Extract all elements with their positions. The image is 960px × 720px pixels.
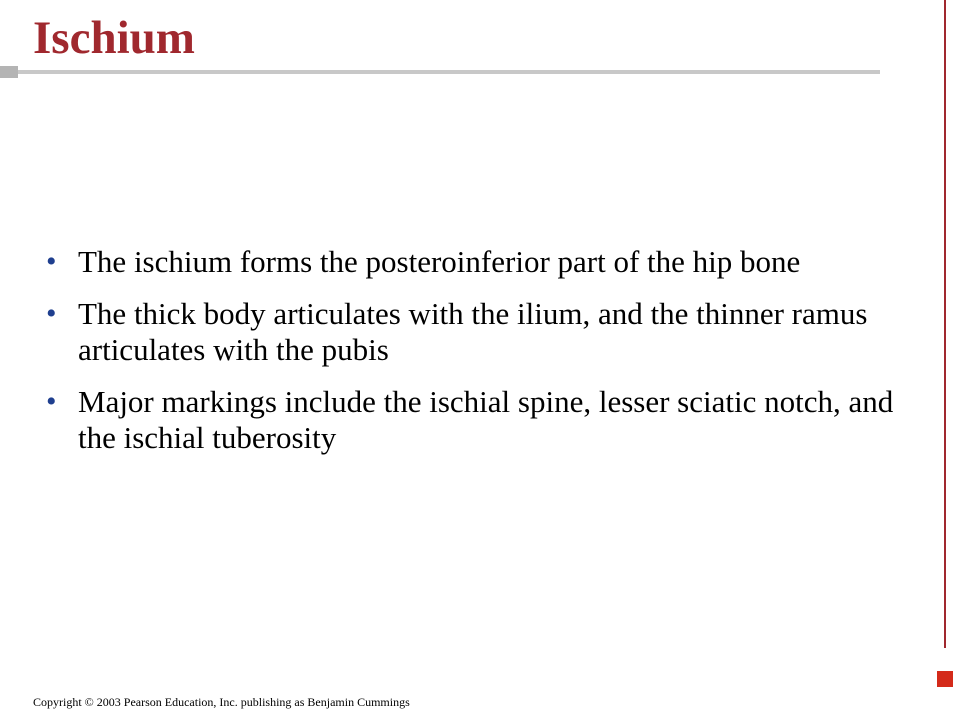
bullet-icon: • [46, 385, 57, 418]
bullet-item [0, 244, 920, 280]
bullet-icon: • [46, 245, 57, 278]
bullet-item [0, 296, 920, 368]
title-divider [18, 70, 880, 74]
bullet-icon: • [46, 297, 57, 330]
copyright-footer: Copyright © 2003 Pearson Education, Inc. publishing as Benjamin Cummings [33, 695, 410, 709]
bullet-text: Major markings include the ischial spine, lesser sciatic notch, and the ischial tuberosity [78, 384, 894, 455]
slide-title: Ischium [33, 12, 195, 64]
bullet-list [0, 244, 920, 472]
bullet-text: The thick body articulates with the ilium, and the thinner ramus articulates with the pubis [78, 296, 868, 367]
bullet-item [0, 384, 920, 456]
accent-square [937, 671, 953, 687]
right-edge-rule [944, 0, 946, 648]
bullet-text: The ischium forms the posteroinferior part of the hip bone [78, 244, 801, 279]
title-rule-tab [0, 66, 18, 78]
